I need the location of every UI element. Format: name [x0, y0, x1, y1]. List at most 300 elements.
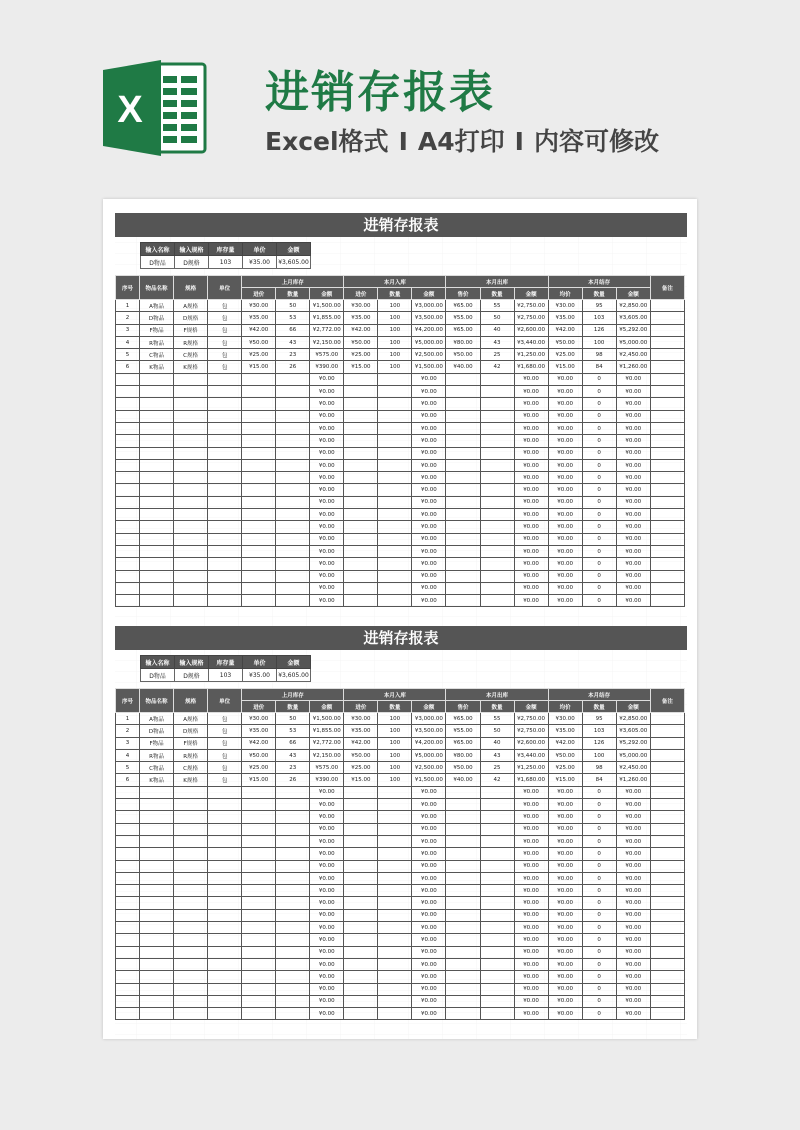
table-cell[interactable]: 0 — [582, 373, 616, 385]
table-cell[interactable]: ¥0.00 — [514, 1008, 548, 1020]
table-cell[interactable] — [480, 595, 514, 607]
table-cell[interactable] — [242, 422, 276, 434]
table-cell[interactable]: ¥0.00 — [310, 897, 344, 909]
table-cell[interactable] — [174, 410, 208, 422]
table-cell[interactable]: ¥0.00 — [514, 860, 548, 872]
table-cell[interactable] — [140, 799, 174, 811]
table-cell[interactable] — [174, 472, 208, 484]
table-cell[interactable]: ¥0.00 — [310, 872, 344, 884]
table-cell[interactable] — [208, 799, 242, 811]
table-cell[interactable]: ¥0.00 — [616, 811, 650, 823]
table-cell[interactable]: 126 — [582, 324, 616, 336]
table-cell[interactable]: ¥0.00 — [310, 958, 344, 970]
table-cell[interactable]: 100 — [378, 300, 412, 312]
table-cell[interactable]: ¥390.00 — [310, 774, 344, 786]
table-cell[interactable]: 26 — [276, 361, 310, 373]
table-cell[interactable]: ¥80.00 — [446, 749, 480, 761]
table-cell[interactable] — [276, 398, 310, 410]
table-cell[interactable] — [446, 799, 480, 811]
table-cell[interactable] — [378, 811, 412, 823]
table-cell[interactable]: ¥65.00 — [446, 324, 480, 336]
table-cell[interactable] — [174, 909, 208, 921]
table-cell[interactable]: ¥2,850.00 — [616, 713, 650, 725]
table-cell[interactable]: 84 — [582, 361, 616, 373]
table-cell[interactable] — [208, 835, 242, 847]
table-cell[interactable]: ¥0.00 — [548, 582, 582, 594]
table-cell[interactable]: ¥0.00 — [310, 1008, 344, 1020]
table-cell[interactable] — [276, 509, 310, 521]
table-cell[interactable] — [650, 545, 684, 557]
table-cell[interactable] — [174, 521, 208, 533]
table-cell[interactable] — [344, 582, 378, 594]
table-cell[interactable] — [344, 958, 378, 970]
table-cell[interactable] — [650, 300, 684, 312]
table-cell[interactable] — [378, 472, 412, 484]
table-cell[interactable] — [276, 971, 310, 983]
table-cell[interactable] — [140, 971, 174, 983]
table-cell[interactable] — [174, 811, 208, 823]
table-cell[interactable] — [140, 422, 174, 434]
table-cell[interactable] — [276, 799, 310, 811]
table-cell[interactable] — [650, 595, 684, 607]
table-cell[interactable] — [208, 484, 242, 496]
table-cell[interactable] — [242, 823, 276, 835]
table-cell[interactable] — [116, 533, 140, 545]
table-cell[interactable]: ¥0.00 — [412, 995, 446, 1007]
table-cell[interactable] — [140, 958, 174, 970]
table-cell[interactable]: ¥0.00 — [514, 909, 548, 921]
table-cell[interactable]: ¥0.00 — [310, 447, 344, 459]
table-cell[interactable]: ¥30.00 — [548, 300, 582, 312]
table-cell[interactable]: ¥0.00 — [548, 570, 582, 582]
table-cell[interactable] — [480, 823, 514, 835]
table-cell[interactable]: ¥2,450.00 — [616, 762, 650, 774]
table-cell[interactable] — [480, 521, 514, 533]
table-cell[interactable] — [378, 958, 412, 970]
table-cell[interactable]: 0 — [582, 823, 616, 835]
table-cell[interactable] — [174, 386, 208, 398]
table-cell[interactable]: 包 — [208, 312, 242, 324]
table-cell[interactable]: A物品 — [140, 300, 174, 312]
table-cell[interactable]: ¥0.00 — [548, 484, 582, 496]
table-cell[interactable]: F规格 — [174, 737, 208, 749]
table-cell[interactable]: ¥0.00 — [514, 435, 548, 447]
table-cell[interactable] — [446, 872, 480, 884]
table-cell[interactable] — [116, 983, 140, 995]
table-cell[interactable] — [650, 958, 684, 970]
table-cell[interactable] — [140, 786, 174, 798]
table-cell[interactable] — [480, 435, 514, 447]
table-cell[interactable]: ¥50.00 — [344, 336, 378, 348]
table-cell[interactable]: ¥0.00 — [548, 946, 582, 958]
table-cell[interactable]: ¥0.00 — [616, 484, 650, 496]
table-cell[interactable]: 100 — [378, 312, 412, 324]
table-cell[interactable] — [140, 521, 174, 533]
table-cell[interactable]: ¥0.00 — [548, 447, 582, 459]
table-cell[interactable] — [208, 885, 242, 897]
table-cell[interactable] — [480, 872, 514, 884]
table-cell[interactable]: ¥15.00 — [242, 361, 276, 373]
table-cell[interactable]: ¥0.00 — [310, 533, 344, 545]
table-cell[interactable]: ¥0.00 — [616, 799, 650, 811]
table-cell[interactable]: ¥0.00 — [310, 811, 344, 823]
table-cell[interactable] — [208, 823, 242, 835]
table-cell[interactable]: ¥0.00 — [310, 934, 344, 946]
table-cell[interactable] — [446, 484, 480, 496]
table-cell[interactable]: C物品 — [140, 349, 174, 361]
table-cell[interactable] — [650, 1008, 684, 1020]
table-cell[interactable] — [116, 897, 140, 909]
table-cell[interactable] — [174, 897, 208, 909]
table-cell[interactable]: ¥0.00 — [412, 570, 446, 582]
table-cell[interactable]: 0 — [582, 835, 616, 847]
table-cell[interactable] — [242, 496, 276, 508]
table-cell[interactable] — [650, 496, 684, 508]
table-cell[interactable] — [242, 922, 276, 934]
table-cell[interactable] — [208, 595, 242, 607]
table-cell[interactable]: 100 — [378, 749, 412, 761]
table-cell[interactable] — [276, 872, 310, 884]
table-cell[interactable] — [650, 582, 684, 594]
table-cell[interactable]: ¥0.00 — [412, 545, 446, 557]
table-cell[interactable] — [116, 995, 140, 1007]
table-cell[interactable] — [446, 472, 480, 484]
table-cell[interactable]: ¥0.00 — [514, 595, 548, 607]
table-cell[interactable] — [276, 922, 310, 934]
table-cell[interactable] — [174, 872, 208, 884]
table-cell[interactable] — [208, 373, 242, 385]
table-cell[interactable]: ¥0.00 — [310, 971, 344, 983]
table-cell[interactable]: ¥5,000.00 — [616, 336, 650, 348]
table-cell[interactable] — [378, 582, 412, 594]
table-cell[interactable] — [242, 848, 276, 860]
table-cell[interactable]: ¥0.00 — [412, 786, 446, 798]
table-cell[interactable] — [208, 459, 242, 471]
table-cell[interactable]: ¥0.00 — [310, 860, 344, 872]
table-cell[interactable]: ¥0.00 — [412, 484, 446, 496]
table-cell[interactable]: ¥30.00 — [344, 713, 378, 725]
table-cell[interactable]: ¥0.00 — [548, 558, 582, 570]
table-cell[interactable] — [650, 398, 684, 410]
table-cell[interactable] — [174, 496, 208, 508]
table-cell[interactable]: ¥2,772.00 — [310, 737, 344, 749]
table-cell[interactable] — [208, 958, 242, 970]
table-cell[interactable] — [208, 398, 242, 410]
table-cell[interactable]: ¥0.00 — [548, 545, 582, 557]
table-cell[interactable]: ¥0.00 — [310, 398, 344, 410]
table-cell[interactable]: ¥0.00 — [616, 860, 650, 872]
table-cell[interactable] — [276, 595, 310, 607]
table-cell[interactable] — [446, 435, 480, 447]
table-cell[interactable]: ¥0.00 — [412, 558, 446, 570]
table-cell[interactable]: ¥0.00 — [514, 496, 548, 508]
table-cell[interactable]: ¥35.00 — [548, 725, 582, 737]
table-cell[interactable]: ¥40.00 — [446, 361, 480, 373]
table-cell[interactable]: 0 — [582, 582, 616, 594]
table-cell[interactable] — [174, 799, 208, 811]
table-cell[interactable] — [344, 872, 378, 884]
table-cell[interactable] — [174, 570, 208, 582]
table-cell[interactable] — [378, 983, 412, 995]
table-cell[interactable] — [650, 373, 684, 385]
table-cell[interactable] — [116, 934, 140, 946]
table-cell[interactable]: ¥0.00 — [412, 811, 446, 823]
table-cell[interactable]: 25 — [480, 349, 514, 361]
table-cell[interactable]: 包 — [208, 762, 242, 774]
table-cell[interactable]: ¥0.00 — [548, 958, 582, 970]
table-cell[interactable] — [116, 373, 140, 385]
table-cell[interactable]: ¥5,000.00 — [412, 749, 446, 761]
table-cell[interactable]: ¥3,605.00 — [616, 725, 650, 737]
table-cell[interactable]: D物品 — [140, 312, 174, 324]
table-cell[interactable] — [650, 422, 684, 434]
table-cell[interactable] — [242, 459, 276, 471]
table-cell[interactable]: 40 — [480, 324, 514, 336]
table-cell[interactable] — [242, 410, 276, 422]
table-cell[interactable] — [446, 848, 480, 860]
table-cell[interactable] — [174, 786, 208, 798]
table-cell[interactable]: ¥0.00 — [514, 373, 548, 385]
table-cell[interactable] — [650, 885, 684, 897]
table-cell[interactable]: ¥25.00 — [242, 349, 276, 361]
table-cell[interactable] — [446, 811, 480, 823]
table-cell[interactable]: ¥2,750.00 — [514, 725, 548, 737]
table-cell[interactable] — [174, 995, 208, 1007]
table-cell[interactable] — [140, 545, 174, 557]
table-cell[interactable]: ¥35.00 — [344, 725, 378, 737]
table-cell[interactable]: ¥0.00 — [616, 872, 650, 884]
table-cell[interactable]: ¥0.00 — [514, 447, 548, 459]
table-cell[interactable]: ¥575.00 — [310, 349, 344, 361]
table-cell[interactable]: 0 — [582, 595, 616, 607]
table-cell[interactable]: ¥5,292.00 — [616, 324, 650, 336]
table-cell[interactable] — [208, 496, 242, 508]
table-cell[interactable] — [480, 459, 514, 471]
table-cell[interactable]: 6 — [116, 361, 140, 373]
table-cell[interactable] — [174, 422, 208, 434]
table-cell[interactable] — [276, 848, 310, 860]
table-cell[interactable]: ¥42.00 — [344, 324, 378, 336]
table-cell[interactable] — [480, 484, 514, 496]
table-cell[interactable]: 95 — [582, 300, 616, 312]
table-cell[interactable]: ¥0.00 — [616, 934, 650, 946]
table-cell[interactable]: 43 — [276, 336, 310, 348]
table-cell[interactable]: ¥0.00 — [616, 386, 650, 398]
table-cell[interactable] — [140, 496, 174, 508]
table-cell[interactable]: 43 — [480, 336, 514, 348]
table-cell[interactable]: 0 — [582, 971, 616, 983]
table-cell[interactable]: 100 — [378, 349, 412, 361]
table-cell[interactable]: ¥0.00 — [616, 786, 650, 798]
table-cell[interactable] — [480, 786, 514, 798]
table-cell[interactable] — [116, 909, 140, 921]
lookup-name-cell[interactable]: D物品 — [141, 669, 175, 682]
table-cell[interactable] — [242, 860, 276, 872]
table-cell[interactable]: ¥65.00 — [446, 300, 480, 312]
table-cell[interactable]: A规格 — [174, 300, 208, 312]
table-cell[interactable]: ¥55.00 — [446, 312, 480, 324]
table-cell[interactable]: 53 — [276, 312, 310, 324]
table-cell[interactable]: ¥0.00 — [548, 398, 582, 410]
table-cell[interactable] — [140, 811, 174, 823]
table-cell[interactable]: ¥0.00 — [412, 909, 446, 921]
table-cell[interactable] — [378, 1008, 412, 1020]
table-cell[interactable]: 0 — [582, 509, 616, 521]
table-cell[interactable] — [208, 1008, 242, 1020]
table-cell[interactable]: ¥1,680.00 — [514, 774, 548, 786]
table-cell[interactable] — [344, 835, 378, 847]
table-cell[interactable]: D物品 — [140, 725, 174, 737]
table-cell[interactable]: 25 — [480, 762, 514, 774]
table-cell[interactable]: 0 — [582, 811, 616, 823]
table-cell[interactable] — [378, 410, 412, 422]
table-cell[interactable] — [446, 823, 480, 835]
table-cell[interactable] — [174, 509, 208, 521]
table-cell[interactable]: ¥0.00 — [548, 799, 582, 811]
table-cell[interactable] — [140, 373, 174, 385]
table-cell[interactable] — [650, 774, 684, 786]
table-cell[interactable]: ¥0.00 — [514, 533, 548, 545]
table-cell[interactable] — [650, 762, 684, 774]
table-cell[interactable] — [378, 922, 412, 934]
table-cell[interactable] — [650, 336, 684, 348]
table-cell[interactable]: 0 — [582, 885, 616, 897]
table-cell[interactable] — [116, 386, 140, 398]
table-cell[interactable] — [140, 582, 174, 594]
table-cell[interactable] — [446, 958, 480, 970]
table-cell[interactable]: ¥0.00 — [310, 835, 344, 847]
table-cell[interactable]: 0 — [582, 922, 616, 934]
table-cell[interactable] — [242, 398, 276, 410]
table-cell[interactable]: ¥0.00 — [514, 897, 548, 909]
table-cell[interactable]: ¥0.00 — [616, 595, 650, 607]
table-cell[interactable] — [116, 398, 140, 410]
table-cell[interactable]: ¥0.00 — [616, 509, 650, 521]
table-cell[interactable]: K规格 — [174, 774, 208, 786]
table-cell[interactable]: A物品 — [140, 713, 174, 725]
table-cell[interactable] — [174, 459, 208, 471]
table-cell[interactable]: ¥0.00 — [548, 472, 582, 484]
table-cell[interactable]: ¥0.00 — [310, 422, 344, 434]
table-cell[interactable]: ¥0.00 — [548, 897, 582, 909]
table-cell[interactable] — [650, 971, 684, 983]
table-cell[interactable] — [446, 1008, 480, 1020]
table-cell[interactable] — [446, 509, 480, 521]
table-cell[interactable] — [208, 447, 242, 459]
table-cell[interactable] — [446, 373, 480, 385]
table-cell[interactable] — [446, 835, 480, 847]
table-cell[interactable] — [344, 995, 378, 1007]
table-cell[interactable]: ¥3,000.00 — [412, 300, 446, 312]
table-cell[interactable] — [650, 725, 684, 737]
table-cell[interactable]: ¥2,500.00 — [412, 349, 446, 361]
table-cell[interactable]: ¥1,500.00 — [310, 713, 344, 725]
table-cell[interactable]: ¥0.00 — [548, 422, 582, 434]
table-cell[interactable]: 100 — [378, 737, 412, 749]
table-cell[interactable] — [446, 595, 480, 607]
table-cell[interactable]: 0 — [582, 447, 616, 459]
table-cell[interactable] — [378, 823, 412, 835]
table-cell[interactable] — [116, 521, 140, 533]
table-cell[interactable] — [208, 909, 242, 921]
table-cell[interactable] — [174, 373, 208, 385]
table-cell[interactable] — [650, 786, 684, 798]
table-cell[interactable]: ¥0.00 — [514, 885, 548, 897]
table-cell[interactable]: ¥0.00 — [616, 946, 650, 958]
table-cell[interactable] — [242, 435, 276, 447]
table-cell[interactable] — [480, 582, 514, 594]
table-cell[interactable]: 50 — [276, 713, 310, 725]
table-cell[interactable] — [242, 509, 276, 521]
table-cell[interactable]: ¥50.00 — [344, 749, 378, 761]
table-cell[interactable] — [344, 823, 378, 835]
table-cell[interactable]: 1 — [116, 713, 140, 725]
table-cell[interactable]: ¥50.00 — [242, 336, 276, 348]
table-cell[interactable] — [650, 922, 684, 934]
table-cell[interactable]: ¥0.00 — [616, 545, 650, 557]
table-cell[interactable]: ¥1,855.00 — [310, 725, 344, 737]
table-cell[interactable] — [276, 786, 310, 798]
table-cell[interactable]: ¥0.00 — [514, 410, 548, 422]
table-cell[interactable] — [242, 386, 276, 398]
table-cell[interactable]: ¥2,772.00 — [310, 324, 344, 336]
table-cell[interactable] — [276, 435, 310, 447]
table-cell[interactable] — [116, 786, 140, 798]
table-cell[interactable] — [344, 848, 378, 860]
table-cell[interactable]: K规格 — [174, 361, 208, 373]
table-cell[interactable] — [208, 533, 242, 545]
table-cell[interactable]: ¥0.00 — [310, 459, 344, 471]
table-cell[interactable] — [242, 484, 276, 496]
table-cell[interactable]: ¥0.00 — [310, 582, 344, 594]
table-cell[interactable]: 0 — [582, 897, 616, 909]
table-cell[interactable]: ¥0.00 — [514, 558, 548, 570]
table-cell[interactable]: 55 — [480, 713, 514, 725]
table-cell[interactable]: 0 — [582, 533, 616, 545]
table-cell[interactable]: D规格 — [174, 725, 208, 737]
table-cell[interactable]: 100 — [378, 774, 412, 786]
table-cell[interactable]: ¥30.00 — [548, 713, 582, 725]
table-cell[interactable]: ¥2,850.00 — [616, 300, 650, 312]
table-cell[interactable]: ¥0.00 — [616, 1008, 650, 1020]
table-cell[interactable] — [174, 435, 208, 447]
table-cell[interactable] — [116, 971, 140, 983]
table-cell[interactable] — [480, 447, 514, 459]
table-cell[interactable]: 50 — [276, 300, 310, 312]
table-cell[interactable]: ¥30.00 — [242, 300, 276, 312]
table-cell[interactable]: 1 — [116, 300, 140, 312]
table-cell[interactable]: ¥50.00 — [446, 762, 480, 774]
table-cell[interactable]: ¥3,500.00 — [412, 725, 446, 737]
table-cell[interactable]: ¥0.00 — [310, 823, 344, 835]
table-cell[interactable] — [140, 386, 174, 398]
table-cell[interactable] — [650, 749, 684, 761]
table-cell[interactable]: ¥0.00 — [616, 435, 650, 447]
table-cell[interactable] — [650, 349, 684, 361]
table-cell[interactable]: 0 — [582, 860, 616, 872]
table-cell[interactable]: F物品 — [140, 737, 174, 749]
table-cell[interactable]: ¥0.00 — [616, 410, 650, 422]
table-cell[interactable]: ¥0.00 — [310, 435, 344, 447]
table-cell[interactable] — [208, 995, 242, 1007]
table-cell[interactable] — [480, 922, 514, 934]
table-cell[interactable] — [174, 922, 208, 934]
table-cell[interactable]: ¥42.00 — [242, 324, 276, 336]
table-cell[interactable] — [378, 885, 412, 897]
table-cell[interactable] — [208, 971, 242, 983]
table-cell[interactable]: ¥35.00 — [242, 312, 276, 324]
table-cell[interactable]: ¥0.00 — [310, 909, 344, 921]
